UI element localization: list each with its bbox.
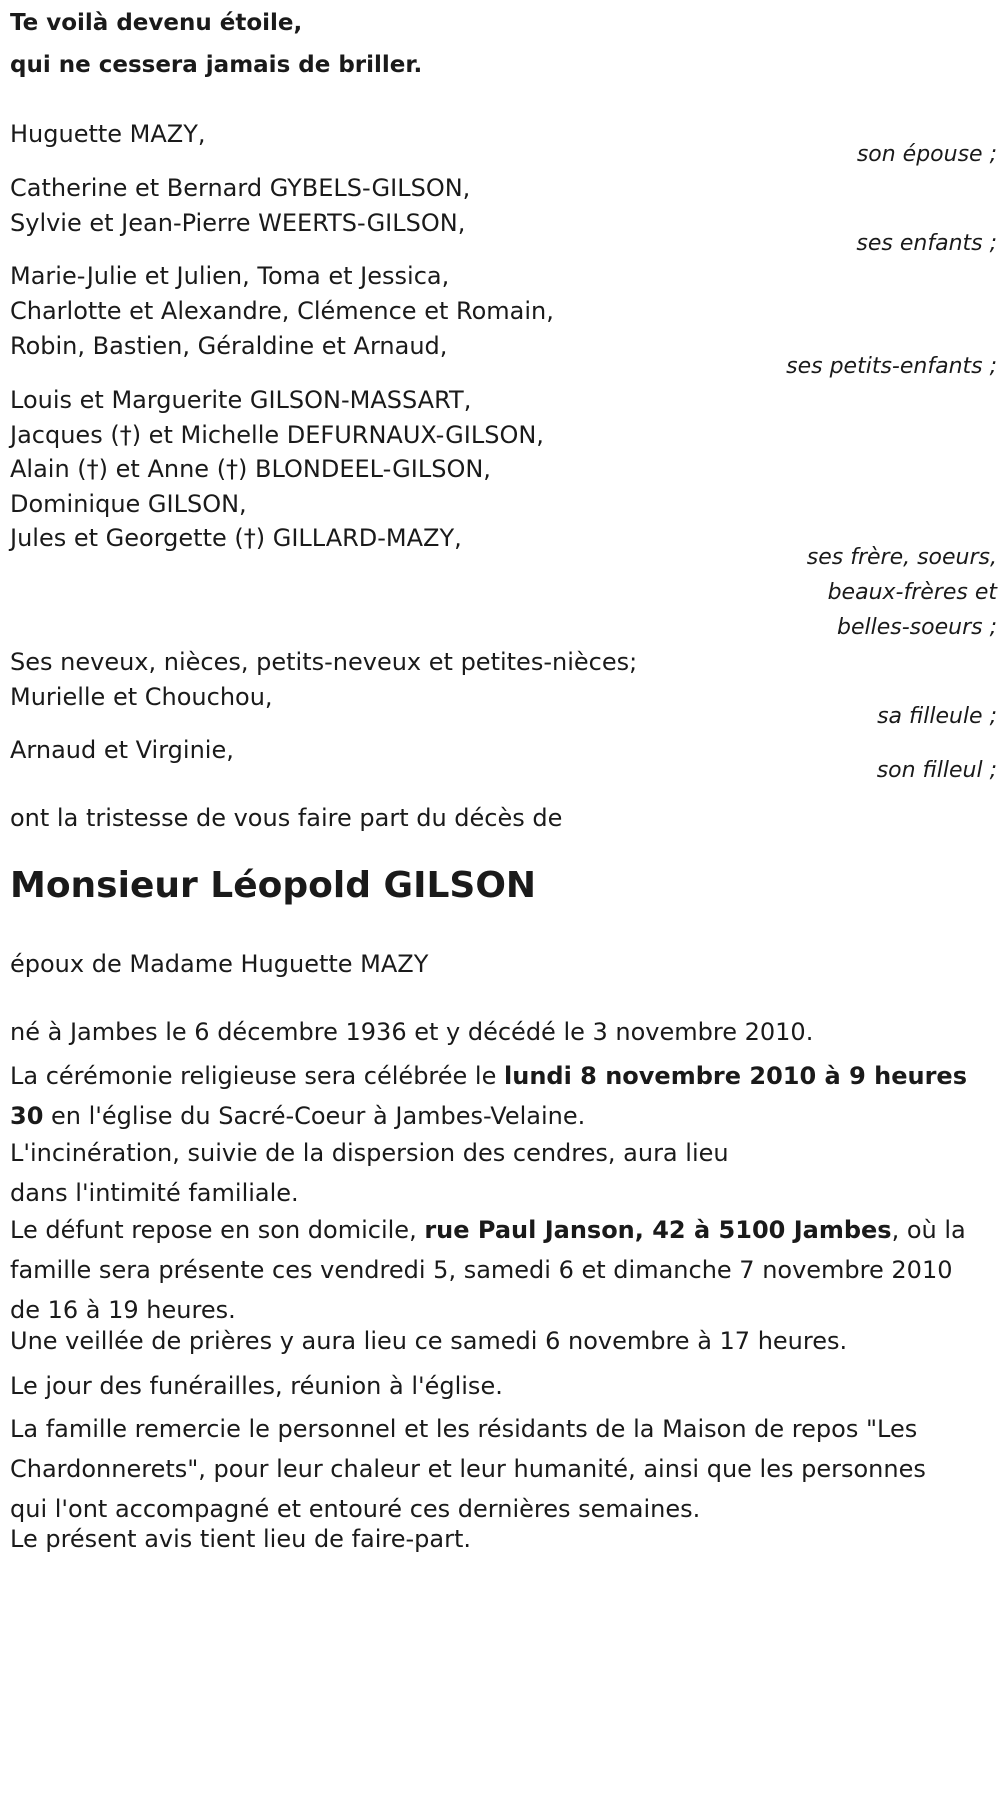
nephews-line: Ses neveux, nièces, petits-neveux et petites-nièces;: [10, 648, 638, 676]
grandchildren-role: ses petits-enfants ;: [786, 354, 997, 379]
sibling-line-1: Louis et Marguerite GILSON-MASSART,: [10, 386, 472, 414]
deceased-name: Monsieur Léopold GILSON: [10, 865, 537, 906]
repose-paragraph: [10, 1210, 970, 1330]
ceremony-text-pre: La cérémonie religieuse sera célébrée le: [10, 1062, 504, 1090]
thanks-paragraph: La famille remercie le personnel et les résidants de la Maison de repos "Les Chardonnerets", pour leur chaleur et leur humanité, ainsi que les personnes qui l'ont accompagné et entouré ces dernières semaines.: [10, 1415, 926, 1523]
goddaughter-role: sa filleule ;: [877, 704, 997, 729]
godson-role: son filleul ;: [876, 758, 997, 783]
quote-line-1: Te voilà devenu étoile,: [10, 10, 303, 36]
spouse-name: Huguette MAZY,: [10, 120, 206, 148]
funeral-day-line: Le jour des funérailles, réunion à l'église.: [10, 1372, 503, 1400]
godson-name: Arnaud et Virginie,: [10, 736, 234, 764]
goddaughter-name: Murielle et Chouchou,: [10, 683, 273, 711]
child-name-2: Sylvie et Jean-Pierre WEERTS-GILSON,: [10, 209, 466, 237]
sibling-line-2: Jacques (†) et Michelle DEFURNAUX-GILSON,: [10, 421, 544, 449]
ceremony-date-time: lundi 8 novembre 2010 à 9 heures 30: [10, 1062, 967, 1130]
siblings-role-line-1: ses frère, soeurs,: [806, 545, 997, 570]
incineration-paragraph: L'incinération, suivie de la dispersion des cendres, aura lieu dans l'intimité familiale.: [10, 1139, 729, 1207]
vigil-line: Une veillée de prières y aura lieu ce samedi 6 novembre à 17 heures.: [10, 1327, 848, 1355]
children-role: ses enfants ;: [856, 231, 997, 256]
ceremony-text-post: en l'église du Sacré-Coeur à Jambes-Velaine.: [43, 1102, 586, 1130]
siblings-role-line-2: beaux-frères et: [827, 580, 997, 605]
sibling-line-4: Dominique GILSON,: [10, 490, 247, 518]
spouse-role: son épouse ;: [856, 142, 997, 167]
grandchild-line-2: Charlotte et Alexandre, Clémence et Romain,: [10, 297, 554, 325]
siblings-role-line-3: belles-soeurs ;: [837, 615, 997, 640]
ceremony-paragraph: [10, 1056, 970, 1136]
quote-line-2: qui ne cessera jamais de briller.: [10, 52, 423, 78]
birth-death-line: né à Jambes le 6 décembre 1936 et y décédé le 3 novembre 2010.: [10, 1018, 814, 1046]
sibling-line-5: Jules et Georgette (†) GILLARD-MAZY,: [10, 524, 462, 552]
grandchild-line-1: Marie-Julie et Julien, Toma et Jessica,: [10, 262, 450, 290]
repose-text-pre: Le défunt repose en son domicile,: [10, 1216, 425, 1244]
grandchild-line-3: Robin, Bastien, Géraldine et Arnaud,: [10, 332, 448, 360]
repose-text-post: , où la famille sera présente ces vendredi 5, samedi 6 et dimanche 7 novembre 2010 de 16 à 19 heures.: [10, 1216, 966, 1324]
announcement-line: ont la tristesse de vous faire part du décès de: [10, 804, 563, 832]
child-name-1: Catherine et Bernard GYBELS-GILSON,: [10, 174, 471, 202]
closing-line: Le présent avis tient lieu de faire-part.: [10, 1525, 472, 1553]
spouse-of-line: époux de Madame Huguette MAZY: [10, 950, 429, 978]
repose-address: rue Paul Janson, 42 à 5100 Jambes: [424, 1216, 892, 1244]
sibling-line-3: Alain (†) et Anne (†) BLONDEEL-GILSON,: [10, 455, 491, 483]
